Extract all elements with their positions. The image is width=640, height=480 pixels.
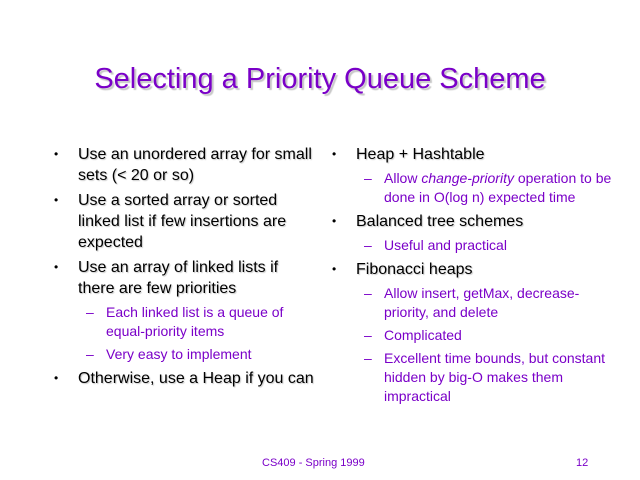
bullet-icon: • bbox=[332, 262, 337, 276]
dash-icon: – bbox=[86, 346, 94, 362]
sub-bullet-item bbox=[332, 236, 612, 255]
bullet-item bbox=[332, 211, 612, 232]
sub-bullet-text: Each linked list is a queue of equal-priority items bbox=[106, 304, 284, 339]
bullet-item bbox=[54, 190, 316, 253]
bullet-item bbox=[54, 144, 316, 186]
sub-bullet-text: Allow insert, getMax, decrease-priority, and delete bbox=[384, 285, 580, 320]
bullet-item bbox=[332, 259, 612, 280]
dash-icon: – bbox=[364, 327, 372, 343]
bullet-item bbox=[54, 257, 316, 299]
sub-bullet-item bbox=[332, 284, 612, 322]
bullet-item bbox=[332, 144, 612, 165]
bullet-text: Use an unordered array for small sets (< 20 or so) bbox=[78, 146, 312, 184]
sub-bullet-text-post: operation to be done in O(log n) expected time bbox=[384, 170, 612, 205]
page-number: 12 bbox=[576, 457, 589, 469]
sub-bullet-item bbox=[332, 349, 612, 406]
dash-icon: – bbox=[364, 170, 372, 186]
bullet-icon: • bbox=[54, 147, 59, 161]
sub-bullet-text: Excellent time bounds, but constant hidden by big-O makes them impractical bbox=[384, 350, 606, 404]
sub-bullet-text: Very easy to implement bbox=[106, 346, 252, 362]
left-column bbox=[54, 144, 316, 393]
sub-bullet-text: Complicated bbox=[384, 327, 462, 343]
dash-icon: – bbox=[86, 304, 94, 320]
footer-course: CS409 - Spring 1999 bbox=[262, 457, 365, 469]
sub-bullet-item bbox=[332, 169, 612, 207]
bullet-icon: • bbox=[54, 260, 59, 274]
bullet-text: Balanced tree schemes bbox=[356, 213, 524, 230]
sub-bullet-text-pre: Allow bbox=[384, 170, 422, 186]
right-column bbox=[332, 144, 612, 410]
bullet-icon: • bbox=[332, 214, 337, 228]
slide-title: Selecting a Priority Queue Scheme bbox=[94, 63, 546, 95]
bullet-text: Otherwise, use a Heap if you can bbox=[78, 370, 314, 387]
bullet-text: Use an array of linked lists if there are few priorities bbox=[78, 259, 279, 297]
bullet-icon: • bbox=[332, 147, 337, 161]
dash-icon: – bbox=[364, 350, 372, 366]
bullet-text: Use a sorted array or sorted linked list if few insertions are expected bbox=[78, 192, 287, 251]
sub-bullet-item bbox=[332, 326, 612, 345]
bullet-icon: • bbox=[54, 371, 59, 385]
dash-icon: – bbox=[364, 285, 372, 301]
sub-bullet-item bbox=[54, 303, 316, 341]
dash-icon: – bbox=[364, 237, 372, 253]
sub-bullet-emphasis: change-priority bbox=[421, 170, 514, 186]
bullet-item bbox=[54, 368, 316, 389]
bullet-text: Fibonacci heaps bbox=[356, 261, 473, 278]
bullet-text: Heap + Hashtable bbox=[356, 146, 485, 163]
sub-bullet-text: Useful and practical bbox=[384, 237, 507, 253]
sub-bullet-item bbox=[54, 345, 316, 364]
bullet-icon: • bbox=[54, 193, 59, 207]
